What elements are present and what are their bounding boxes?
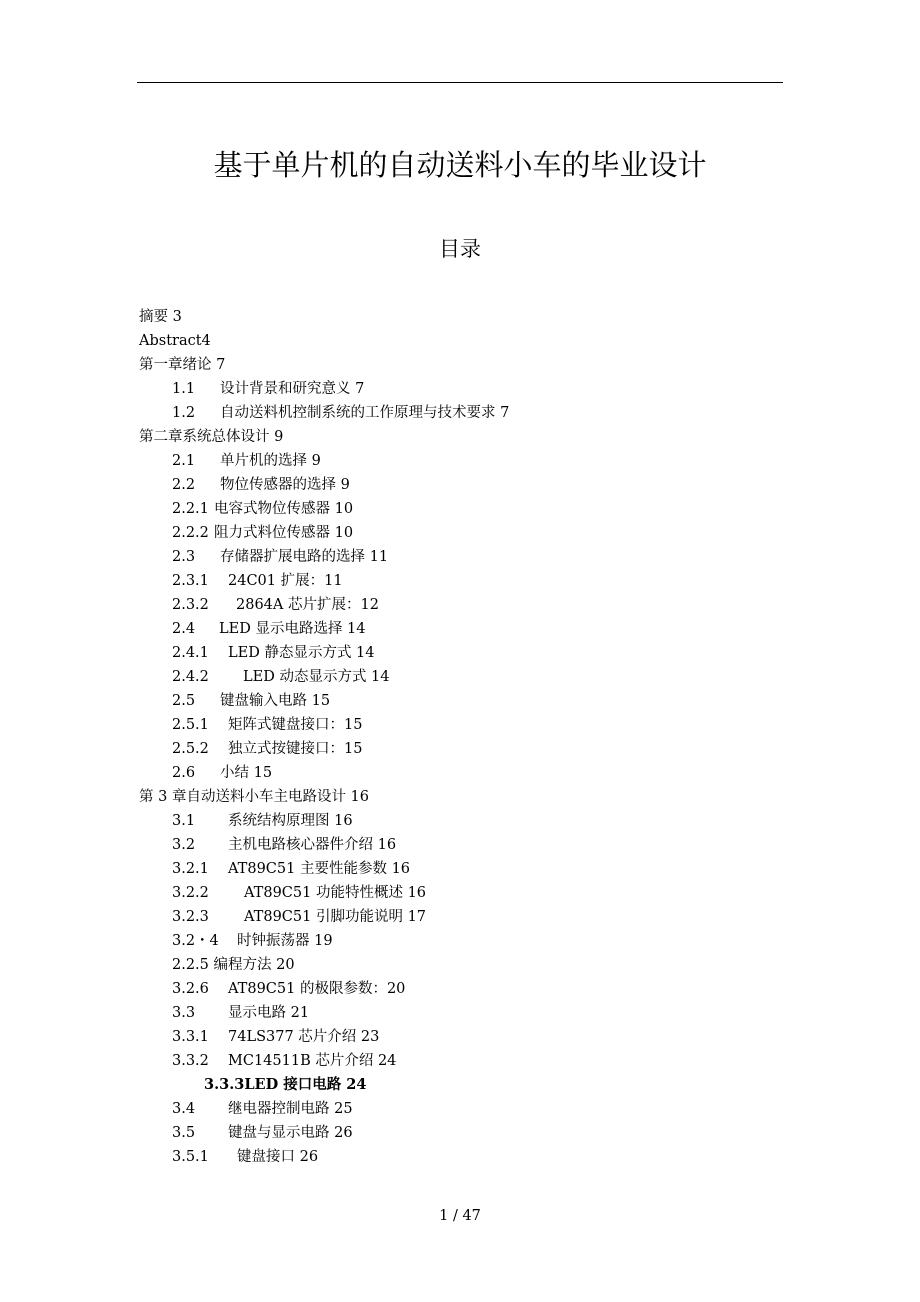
toc-entry-text: 键盘接口 26 — [237, 1149, 319, 1165]
toc-entry-text: LED 静态显示方式 14 — [228, 645, 375, 661]
toc-entry[interactable] — [172, 593, 379, 617]
toc-entry-text: 存储器扩展电路的选择 11 — [220, 549, 389, 565]
toc-entry-text: MC14511B 芯片介绍 24 — [228, 1053, 397, 1069]
toc-entry-text: 显示电路 21 — [228, 1005, 310, 1021]
toc-entry[interactable] — [172, 1097, 353, 1121]
toc-entry[interactable] — [172, 1001, 309, 1025]
toc-entry-number: 3.3.2 — [172, 1053, 209, 1069]
toc-entry-number: 3.1 — [172, 813, 196, 829]
toc-entry-text: 独立式按键接口：15 — [228, 741, 363, 757]
toc-entry[interactable] — [139, 425, 283, 449]
toc-entry-text: AT89C51 主要性能参数 16 — [228, 861, 411, 877]
toc-entry-text: 键盘输入电路 15 — [220, 693, 331, 709]
toc-entry-text: 键盘与显示电路 26 — [228, 1125, 353, 1141]
toc-entry[interactable] — [172, 953, 295, 977]
toc-entry-text: AT89C51 的极限参数：20 — [228, 981, 406, 997]
toc-entry[interactable] — [172, 617, 366, 641]
toc-entry-text: Abstract4 — [139, 333, 211, 349]
toc-entry-number: 2.4.2 — [172, 669, 209, 685]
document-title: 基于单片机的自动送料小车的毕业设计 — [213, 148, 707, 182]
toc-entry-number: 2.5.2 — [172, 741, 209, 757]
toc-entry-text: 摘要 3 — [139, 309, 182, 325]
toc-entry-text: 物位传感器的选择 9 — [220, 477, 350, 493]
toc-entry[interactable] — [172, 905, 426, 929]
toc-entry-number: 2.3.2 — [172, 597, 209, 613]
toc-entry-number: 1.2 — [172, 405, 196, 421]
toc-entry-number: 3.5.1 — [172, 1149, 209, 1165]
toc-entry-text: LED 动态显示方式 14 — [243, 669, 390, 685]
toc-entry[interactable] — [172, 809, 353, 833]
toc-entry-number: 1.1 — [172, 381, 196, 397]
toc-entry[interactable] — [139, 785, 369, 809]
toc-entry[interactable] — [172, 1121, 353, 1145]
toc-entry-text: 阻力式料位传感器 10 — [214, 525, 354, 541]
toc-entry[interactable] — [172, 545, 388, 569]
toc-entry-number: 3.2.6 — [172, 981, 209, 997]
toc-entry[interactable] — [172, 569, 343, 593]
toc-entry[interactable] — [172, 857, 410, 881]
toc-entry-text: 继电器控制电路 25 — [228, 1101, 353, 1117]
toc-entry[interactable] — [172, 737, 362, 761]
toc-entry-text: 第二章系统总体设计 9 — [139, 429, 284, 445]
toc-entry[interactable] — [172, 665, 390, 689]
toc-entry-text: LED 显示电路选择 14 — [219, 621, 366, 637]
toc-entry[interactable] — [204, 1073, 366, 1097]
toc-entry-number: 3.3 — [172, 1005, 196, 1021]
toc-entry-number: 3.2 — [172, 837, 196, 853]
toc-entry[interactable] — [172, 929, 333, 953]
toc-entry[interactable] — [172, 689, 330, 713]
toc-entry-number: 3.2.2 — [172, 885, 209, 901]
toc-entry-text: 自动送料机控制系统的工作原理与技术要求 7 — [220, 405, 510, 421]
toc-entry[interactable] — [172, 881, 426, 905]
toc-entry[interactable] — [172, 377, 364, 401]
toc-entry[interactable] — [172, 449, 321, 473]
toc-entry-text: 矩阵式键盘接口：15 — [228, 717, 363, 733]
toc-entry[interactable] — [172, 833, 396, 857]
toc-entry-number: 2.6 — [172, 765, 196, 781]
toc-entry-number: 2.3 — [172, 549, 196, 565]
toc-entry-text: 系统结构原理图 16 — [228, 813, 353, 829]
page-number: 1 / 47 — [439, 1208, 481, 1224]
toc-entry[interactable] — [172, 497, 353, 521]
toc-entry-number: 2.2.1 — [172, 501, 209, 517]
toc-entry-text: 单片机的选择 9 — [220, 453, 321, 469]
toc-entry-number: 2.4.1 — [172, 645, 209, 661]
toc-entry[interactable] — [172, 401, 509, 425]
toc-entry[interactable] — [172, 521, 353, 545]
toc-entry-number: 2.4 — [172, 621, 196, 637]
toc-entry-text: AT89C51 功能特性概述 16 — [244, 885, 427, 901]
toc-entry-number: 2.2.2 — [172, 525, 209, 541]
toc-entry[interactable] — [172, 641, 375, 665]
toc-entry[interactable] — [139, 353, 225, 377]
toc-entry[interactable] — [172, 977, 405, 1001]
toc-entry-number: 3.3.1 — [172, 1029, 209, 1045]
toc-entry-text: 24C01 扩展：11 — [228, 573, 343, 589]
toc-entry-text: 时钟振荡器 19 — [237, 933, 333, 949]
toc-entry[interactable] — [172, 713, 362, 737]
toc-heading: 目录 — [439, 237, 481, 261]
toc-entry-number: 3.2.1 — [172, 861, 209, 877]
toc-entry-text: 3.3.3LED 接口电路 24 — [204, 1076, 367, 1093]
toc-entry-number: 2.5.1 — [172, 717, 209, 733]
toc-entry-text: 2864A 芯片扩展：12 — [236, 597, 379, 613]
toc-entry-text: 电容式物位传感器 10 — [214, 501, 354, 517]
toc-entry[interactable] — [172, 1049, 396, 1073]
toc-entry-number: 2.1 — [172, 453, 196, 469]
toc-entry-text: 设计背景和研究意义 7 — [220, 381, 365, 397]
toc-entry-text: 第 3 章自动送料小车主电路设计 16 — [139, 789, 370, 805]
toc-entry-text: 小结 15 — [220, 765, 273, 781]
toc-entry[interactable] — [172, 473, 350, 497]
toc-entry-text: 2.2.5 编程方法 20 — [172, 957, 295, 973]
toc-entry-number: 3.5 — [172, 1125, 196, 1141]
toc-entry-number: 3.2・4 — [172, 933, 219, 949]
toc-entry-number: 2.2 — [172, 477, 196, 493]
toc-entry[interactable] — [139, 329, 211, 353]
toc-entry[interactable] — [172, 761, 272, 785]
toc-entry[interactable] — [172, 1145, 318, 1169]
toc-entry-text: 主机电路核心器件介绍 16 — [228, 837, 397, 853]
toc-entry-number: 3.2.3 — [172, 909, 209, 925]
toc-entry-text: AT89C51 引脚功能说明 17 — [244, 909, 427, 925]
toc-entry[interactable] — [139, 305, 182, 329]
toc-entry-number: 3.4 — [172, 1101, 196, 1117]
toc-entry[interactable] — [172, 1025, 379, 1049]
toc-entry-text: 74LS377 芯片介绍 23 — [228, 1029, 380, 1045]
toc-entry-text: 第一章绪论 7 — [139, 357, 226, 373]
toc-entry-number: 2.5 — [172, 693, 196, 709]
toc-entry-number: 2.3.1 — [172, 573, 209, 589]
